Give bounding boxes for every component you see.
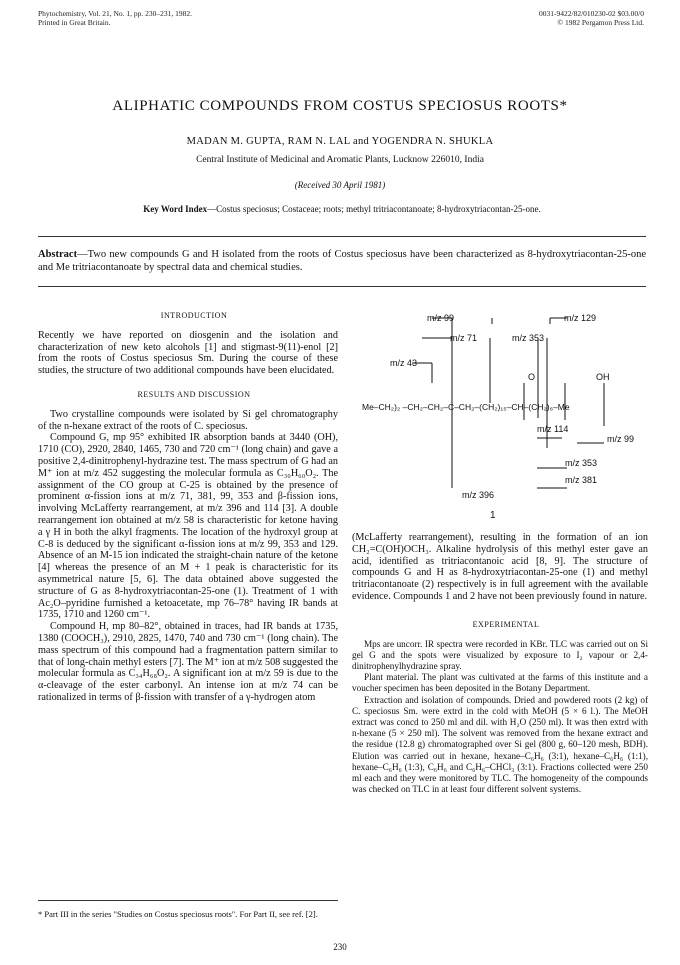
publisher-header xyxy=(539,9,644,27)
page-number: 230 xyxy=(333,942,347,952)
experimental-paragraph-1: Mps are uncorr. IR spectra were recorded in KBr. TLC was carried out on Si gel G and the spots were visualized by exposure to I₂ vapour or 2,4-dinitrophenylhydrazine spray. xyxy=(352,638,648,671)
label-mz99b: m/z 99 xyxy=(607,434,635,444)
experimental-heading: EXPERIMENTAL xyxy=(472,619,540,629)
results-paragraph-3: Compound H, mp 80–82°, obtained in traces, had IR bands at 1735, 1380 (COOCH₃), 2910, 2825, 1470, 740 and 730 cm⁻¹ (long chain). The mass spectrum of this compound had a fragmentation pattern similar to that of long-chain methyl esters [7]. The M⁺ ion at m/z 508 suggested the molecular formula as C₃₄H₆₈O₂. A significant ion at m/z 59 is due to the α-cleavage of the ester carbonyl. An intense ion at m/z 74 can be rationalized in terms of β-fission with transfer of a γ-hydrogen atom xyxy=(38,621,338,703)
fragmentation-diagram xyxy=(352,308,652,523)
received-date: (Received 30 April 1981) xyxy=(294,180,386,190)
experimental-section xyxy=(352,639,648,796)
publisher: © 1982 Pergamon Press Ltd. xyxy=(557,18,644,27)
label-mz381: m/z 381 xyxy=(565,475,598,485)
label-mz43: m/z 43 xyxy=(390,358,418,368)
intro-paragraph: Recently we have reported on diosgenin and the isolation and characterization of new keto alcohols [1] and stigmast-9(11)-enol [2] from the roots of Costus speciosus Sm. During the course of these studies, the structure of two additional compounds have been elucidated. xyxy=(38,329,338,377)
label-mz71: m/z 71 xyxy=(450,333,478,343)
affiliation: Central Institute of Medicinal and Aromatic Plants, Lucknow 226010, India xyxy=(196,155,484,165)
carbon-chain: Me–CH₂)₂ –CH₂–CH₂–C–CH₂–(CH₂)₁₅–CH–(CH₂)₆–Me xyxy=(362,402,570,412)
experimental-paragraph-3: Extraction and isolation of compounds. Dried and powdered roots (2 kg) of C. speciosus Sm. were extrd in the cold with MeOH (5 × 6 l.). The MeOH extract was concd to 250 ml and dil. with H₂O (250 ml). It was then extrd with n-hexane (5 × 250 ml). The solvent was removed from the hexane extract and the residue (12.8 g) chromatographed over Si gel (800 g, 60–120 mesh, BDH). Elution was carried out in hexane, hexane–C₆H₆ (3:1), hexane–C₆H₆ (1:1), hexane–C₆H₆ (1:3), C₆H₆ and C₆H₆–CHCl₃ (3:1). Fractions collected were 250 ml each and they were monitored by TLC. The homogeneity of the compounds was checked on TLC in at least four different solvent systems. xyxy=(352,694,648,795)
right-paragraph-1: (McLafferty rearrangement), resulting in the formation of an ion CH₂=C(OH)OCH₃. Alkaline hydrolysis of this methyl ester gave an acid, identified as tritriacontanoic acid [8, 9]. The structure of compounds G and H as 8-hydroxytriacontan-25-one (1) and methyl tritriacontanoate (2) respectively is in full agreement with the available evidence. Compounds 1 and 2 have not been previously found in nature. xyxy=(352,532,648,602)
author-list: MADAN M. GUPTA, RAM N. LAL and YOGENDRA N. SHUKLA xyxy=(186,136,494,147)
abstract xyxy=(38,248,646,274)
hydroxyl-label: OH xyxy=(596,372,610,382)
label-mz396: m/z 396 xyxy=(462,490,495,500)
keywords-text: —Costus speciosus; Costaceae; roots; methyl tritriacontanoate; 8-hydroxytriacontan-25-one. xyxy=(207,204,541,214)
journal-header xyxy=(38,9,192,27)
abstract-label: Abstract xyxy=(38,249,78,260)
left-column xyxy=(38,310,338,704)
results-paragraph-2: Compound G, mp 95° exhibited IR absorption bands at 3440 (OH), 1710 (CO), 2920, 2840, 1465, 730 and 720 cm⁻¹ (long chain) and gave a positive 2,4-dinitrophenyl-hydrazine test. The mass spectrum of G had an M⁺ ion at m/z 452 suggesting the molecular formula as C₃₀H₆₀O₂. The assignment of the CO group at C-25 is obtained by the presence of prominent α-fission ions at m/z 71, 381, 99, 353 and β-fission ions, involving McLafferty rearrangement, at m/z 396 and 114 [3]. A double rearrangement ion obtained at m/z 58 is characteristic for ketone having a γ H in both the alkyl fragments. The location of the hydroxyl group at C-8 is deduced by the significant α-fission ions at m/z 99, 353 and 129. Absence of an M-15 ion indicated the straight-chain nature of the ketone [4] whereas the presence of an M + 1 peak is characteristic for its asymmetrical nature [5, 6]. The data obtained above suggested the structure of G as 8-hydroxytriacontan-25-one (1). Treatment of 1 with Ac₂O–pyridine furnished a ketoacetate, mp 76–78° having IR bands at 1735, 1710 and 1260 cm⁻¹. xyxy=(38,432,338,621)
keywords xyxy=(38,204,646,214)
results-paragraph-1: Two crystalline compounds were isolated by Si gel chromatography of the n-hexane extract of the roots of C. speciosus. xyxy=(38,408,338,432)
keywords-label: Key Word Index xyxy=(143,204,208,214)
abstract-text: —Two new compounds G and H isolated from the roots of Costus speciosus have been characterized as 8-hydroxytriacontan-25-one and Me tritriacontanoate by spectral data and chemical studies. xyxy=(38,249,646,273)
journal-citation: Phytochemistry, Vol. 21, No. 1, pp. 230–231, 1982. xyxy=(38,9,193,18)
compound-number: 1 xyxy=(490,510,496,521)
article-code: 0031-9422/82/010230-02 $03.00/0 xyxy=(539,9,644,18)
label-mz99: m/z 99 xyxy=(427,313,455,323)
experimental-paragraph-2: Plant material. The plant was cultivated at the farms of this institute and a voucher specimen has been deposited in the Botany Department. xyxy=(352,672,648,694)
label-mz353b: m/z 353 xyxy=(565,458,598,468)
results-heading: RESULTS AND DISCUSSION xyxy=(137,389,251,399)
right-column xyxy=(352,532,648,795)
intro-heading: INTRODUCTION xyxy=(160,311,228,320)
printed-note: Printed in Great Britain. xyxy=(38,18,111,27)
abstract-bottom-rule xyxy=(38,286,646,287)
abstract-top-rule xyxy=(38,236,646,237)
footnote: * Part III in the series "Studies on Costus speciosus roots". For Part II, see ref. [2]. xyxy=(38,909,318,919)
oxygen-label: O xyxy=(528,372,536,382)
label-mz129: m/z 129 xyxy=(564,313,597,323)
footnote-rule xyxy=(38,900,338,901)
article-title: ALIPHATIC COMPOUNDS FROM COSTUS SPECIOSUS ROOTS* xyxy=(112,98,568,114)
label-mz114: m/z 114 xyxy=(537,424,569,434)
label-mz353a: m/z 353 xyxy=(512,333,545,343)
